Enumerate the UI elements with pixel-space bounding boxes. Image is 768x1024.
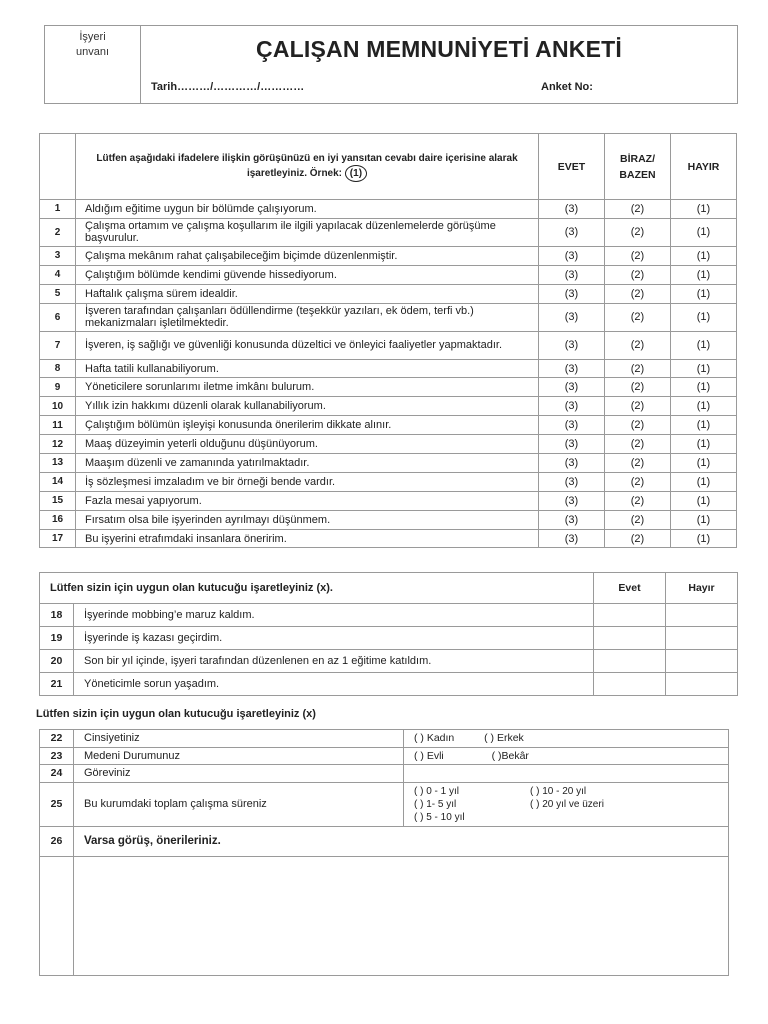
item-number: 14 (40, 472, 76, 491)
item-number: 1 (40, 200, 76, 219)
answer-sometimes[interactable]: (2) (605, 303, 671, 331)
answer-no[interactable]: (1) (671, 529, 737, 548)
answer-yes[interactable]: (3) (539, 265, 605, 284)
table-row (40, 491, 737, 510)
answer-no[interactable]: (1) (671, 435, 737, 454)
item-statement: Çalıştığım bölümün işleyişi konusunda önerilerim dikkate alınır. (76, 416, 539, 435)
item-statement: İşveren, iş sağlığı ve güvenliği konusunda düzeltici ve önleyici faaliyetler yapmaktadır. (76, 331, 539, 359)
answer-no[interactable]: (1) (671, 218, 737, 246)
column-header-sometimes-line2: BAZEN (619, 168, 656, 181)
answer-yes[interactable]: (3) (539, 472, 605, 491)
column-header-hayir: Hayır (666, 573, 738, 604)
answer-yes[interactable]: (3) (539, 416, 605, 435)
answer-sometimes[interactable]: (2) (605, 416, 671, 435)
checkbox-evet[interactable] (594, 627, 666, 650)
item-number: 9 (40, 378, 76, 397)
table-row (40, 472, 737, 491)
item-statement: İşyerinde iş kazası geçirdim. (74, 627, 594, 650)
item-statement: Yöneticilere sorunlarımı iletme imkânı bulurum. (76, 378, 539, 397)
answer-yes[interactable]: (3) (539, 303, 605, 331)
item-number: 12 (40, 435, 76, 454)
answer-sometimes[interactable]: (2) (605, 435, 671, 454)
answer-sometimes[interactable]: (2) (605, 265, 671, 284)
yes-no-table (39, 572, 738, 696)
answer-yes[interactable]: (3) (539, 435, 605, 454)
table-row (40, 826, 729, 856)
question-number: 22 (40, 730, 74, 748)
item-statement: Hafta tatili kullanabiliyorum. (76, 359, 539, 378)
item-statement: Yöneticimle sorun yaşadım. (74, 673, 594, 696)
table-row (40, 529, 737, 548)
employer-label-line1: İşyeri (79, 31, 106, 43)
item-number: 15 (40, 491, 76, 510)
table-row (40, 378, 737, 397)
option-20-plus-years[interactable]: ( ) 20 yıl ve üzeri (530, 798, 604, 810)
instruction-cell (76, 134, 539, 200)
answer-yes[interactable]: (3) (539, 359, 605, 378)
option-female[interactable]: ( ) Kadın (414, 732, 455, 745)
table-row (40, 246, 737, 265)
item-statement: Yıllık izin hakkımı düzenli olarak kullanabiliyorum. (76, 397, 539, 416)
checkbox-evet[interactable] (594, 604, 666, 627)
answer-sometimes[interactable]: (2) (605, 331, 671, 359)
item-statement: İşveren tarafından çalışanları ödüllendirme (teşekkür yazıları, ek ödem, terfi vb.) mekanizmaları işletilmektedir. (76, 303, 539, 331)
comments-answer-area[interactable] (74, 856, 729, 975)
answer-yes[interactable]: (3) (539, 529, 605, 548)
item-number: 16 (40, 510, 76, 529)
item-number: 6 (40, 303, 76, 331)
table-row (40, 397, 737, 416)
answer-no[interactable]: (1) (671, 200, 737, 219)
table-row (40, 510, 737, 529)
answer-no[interactable]: (1) (671, 378, 737, 397)
item-number: 20 (40, 650, 74, 673)
answer-sometimes[interactable]: (2) (605, 472, 671, 491)
table-row (40, 359, 737, 378)
answer-yes[interactable]: (3) (539, 510, 605, 529)
table-row (40, 331, 737, 359)
option-1-5-years[interactable]: ( ) 1- 5 yıl (414, 798, 457, 810)
item-statement: Çalışma ortamım ve çalışma koşullarım ile ilgili yapılacak düzenlemelerde görüşüme başvurulur. (76, 218, 539, 246)
answer-no[interactable]: (1) (671, 472, 737, 491)
answer-sometimes[interactable]: (2) (605, 284, 671, 303)
answer-yes[interactable]: (3) (539, 218, 605, 246)
question-number: 25 (40, 782, 74, 826)
column-header-yes: EVET (539, 134, 605, 200)
form-header (44, 25, 738, 104)
survey-number-field[interactable]: Anket No: (541, 81, 593, 93)
answer-no[interactable]: (1) (671, 303, 737, 331)
answer-no[interactable]: (1) (671, 454, 737, 473)
answer-sometimes[interactable]: (2) (605, 491, 671, 510)
item-statement: Son bir yıl içinde, işyeri tarafından düzenlenen en az 1 eğitime katıldım. (74, 650, 594, 673)
item-statement: Bu işyerini etrafımdaki insanlara öneririm. (76, 529, 539, 548)
header-blank-cell (40, 134, 76, 200)
checkbox-evet[interactable] (594, 650, 666, 673)
table-row (40, 435, 737, 454)
option-married[interactable]: ( ) Evli (414, 749, 444, 762)
table-row (40, 747, 729, 765)
question-text: Göreviniz (74, 765, 404, 783)
example-circled-value: (1) (345, 165, 367, 182)
demographics-instruction: Lütfen sizin için uygun olan kutucuğu işaretleyiniz (x) (36, 708, 316, 720)
table-row (40, 284, 737, 303)
date-field[interactable]: Tarih………/…………/………… (151, 81, 305, 93)
table-row (40, 730, 729, 748)
column-header-sometimes (605, 134, 671, 200)
item-number: 3 (40, 246, 76, 265)
item-number: 5 (40, 284, 76, 303)
question-number: 24 (40, 765, 74, 783)
question-text: Bu kurumdaki toplam çalışma süreniz (74, 782, 404, 826)
answer-no[interactable]: (1) (671, 397, 737, 416)
column-header-evet: Evet (594, 573, 666, 604)
satisfaction-rows (40, 200, 737, 548)
instruction-text: Lütfen aşağıdaki ifadelere ilişkin görüşünüzü en iyi yansıtan cevabı daire içerisine alarak işaretleyiniz. (96, 152, 518, 179)
demographics-table (39, 729, 729, 976)
table-row (40, 782, 729, 826)
answer-yes[interactable]: (3) (539, 284, 605, 303)
answer-yes[interactable]: (3) (539, 397, 605, 416)
item-statement: İşyerinde mobbing’e maruz kaldım. (74, 604, 594, 627)
answer-no[interactable]: (1) (671, 331, 737, 359)
item-number: 11 (40, 416, 76, 435)
table-row (40, 454, 737, 473)
answer-yes[interactable]: (3) (539, 491, 605, 510)
answer-sometimes[interactable]: (2) (605, 510, 671, 529)
item-number: 17 (40, 529, 76, 548)
answer-no[interactable]: (1) (671, 491, 737, 510)
option-male[interactable]: ( ) Erkek (484, 732, 524, 745)
table-row (40, 765, 729, 783)
answer-yes[interactable]: (3) (539, 378, 605, 397)
employer-label-line2: unvanı (75, 46, 110, 58)
question-number: 26 (40, 826, 74, 856)
form-title: ÇALIŞAN MEMNUNİYETİ ANKETİ (256, 36, 622, 62)
answer-sometimes[interactable]: (2) (605, 218, 671, 246)
item-statement: Haftalık çalışma sürem idealdir. (76, 284, 539, 303)
option-5-10-years[interactable]: ( ) 5 - 10 yıl (414, 811, 465, 823)
item-number: 21 (40, 673, 74, 696)
item-number: 19 (40, 627, 74, 650)
item-statement: İş sözleşmesi imzaladım ve bir örneği bende vardır. (76, 472, 539, 491)
yes-no-rows (40, 604, 738, 696)
table-header-row (40, 134, 737, 200)
item-number: 2 (40, 218, 76, 246)
answer-sometimes[interactable]: (2) (605, 454, 671, 473)
answer-sometimes[interactable]: (2) (605, 378, 671, 397)
table-row (40, 200, 737, 219)
gender-options[interactable] (404, 730, 729, 748)
question-number: 23 (40, 747, 74, 765)
item-statement: Fazla mesai yapıyorum. (76, 491, 539, 510)
table-row (40, 218, 737, 246)
item-statement: Çalıştığım bölümde kendimi güvende hissediyorum. (76, 265, 539, 284)
question-text: Medeni Durumunuz (74, 747, 404, 765)
table-row (40, 604, 738, 627)
answer-sometimes[interactable]: (2) (605, 200, 671, 219)
option-single[interactable]: ( )Bekâr (491, 749, 529, 762)
satisfaction-table (39, 133, 737, 548)
comments-row (40, 856, 729, 975)
table-row (40, 627, 738, 650)
item-number: 18 (40, 604, 74, 627)
column-header-sometimes-line1: BİRAZ/ (620, 152, 655, 165)
answer-sometimes[interactable]: (2) (605, 359, 671, 378)
item-statement: Çalışma mekânım rahat çalışabileceğim biçimde düzenlenmiştir. (76, 246, 539, 265)
checkbox-hayir[interactable] (666, 650, 738, 673)
yes-no-header-row (40, 573, 738, 604)
answer-no[interactable]: (1) (671, 246, 737, 265)
item-statement: Fırsatım olsa bile işyerinden ayrılmayı düşünmem. (76, 510, 539, 529)
employer-name-box[interactable] (45, 26, 141, 103)
item-number: 7 (40, 331, 76, 359)
answer-yes[interactable]: (3) (539, 331, 605, 359)
option-10-20-years[interactable]: ( ) 10 - 20 yıl (530, 785, 587, 797)
answer-no[interactable]: (1) (671, 510, 737, 529)
marital-options[interactable] (404, 747, 729, 765)
answer-yes[interactable]: (3) (539, 200, 605, 219)
table-row (40, 650, 738, 673)
answer-no[interactable]: (1) (671, 284, 737, 303)
tenure-options[interactable] (404, 782, 729, 826)
item-number: 4 (40, 265, 76, 284)
item-number: 8 (40, 359, 76, 378)
comments-blank-cell (40, 856, 74, 975)
answer-sometimes[interactable]: (2) (605, 246, 671, 265)
column-header-no: HAYIR (671, 134, 737, 200)
answer-no[interactable]: (1) (671, 359, 737, 378)
question-text: Varsa görüş, önerileriniz. (74, 826, 729, 856)
answer-no[interactable]: (1) (671, 416, 737, 435)
option-0-1-years[interactable]: ( ) 0 - 1 yıl (414, 785, 460, 797)
checkbox-hayir[interactable] (666, 627, 738, 650)
checkbox-evet[interactable] (594, 673, 666, 696)
answer-sometimes[interactable]: (2) (605, 397, 671, 416)
answer-yes[interactable]: (3) (539, 246, 605, 265)
item-number: 13 (40, 454, 76, 473)
checkbox-hayir[interactable] (666, 604, 738, 627)
job-title-answer-field[interactable] (404, 765, 729, 783)
yes-no-instruction: Lütfen sizin için uygun olan kutucuğu işaretleyiniz (x). (40, 573, 594, 604)
checkbox-hayir[interactable] (666, 673, 738, 696)
item-statement: Maaşım düzenli ve zamanında yatırılmaktadır. (76, 454, 539, 473)
answer-yes[interactable]: (3) (539, 454, 605, 473)
table-row (40, 673, 738, 696)
table-row (40, 303, 737, 331)
answer-sometimes[interactable]: (2) (605, 529, 671, 548)
example-label: Örnek: (309, 167, 343, 179)
table-row (40, 265, 737, 284)
item-statement: Maaş düzeyimin yeterli olduğunu düşünüyorum. (76, 435, 539, 454)
question-text: Cinsiyetiniz (74, 730, 404, 748)
table-row (40, 416, 737, 435)
answer-no[interactable]: (1) (671, 265, 737, 284)
item-number: 10 (40, 397, 76, 416)
item-statement: Aldığım eğitime uygun bir bölümde çalışıyorum. (76, 200, 539, 219)
